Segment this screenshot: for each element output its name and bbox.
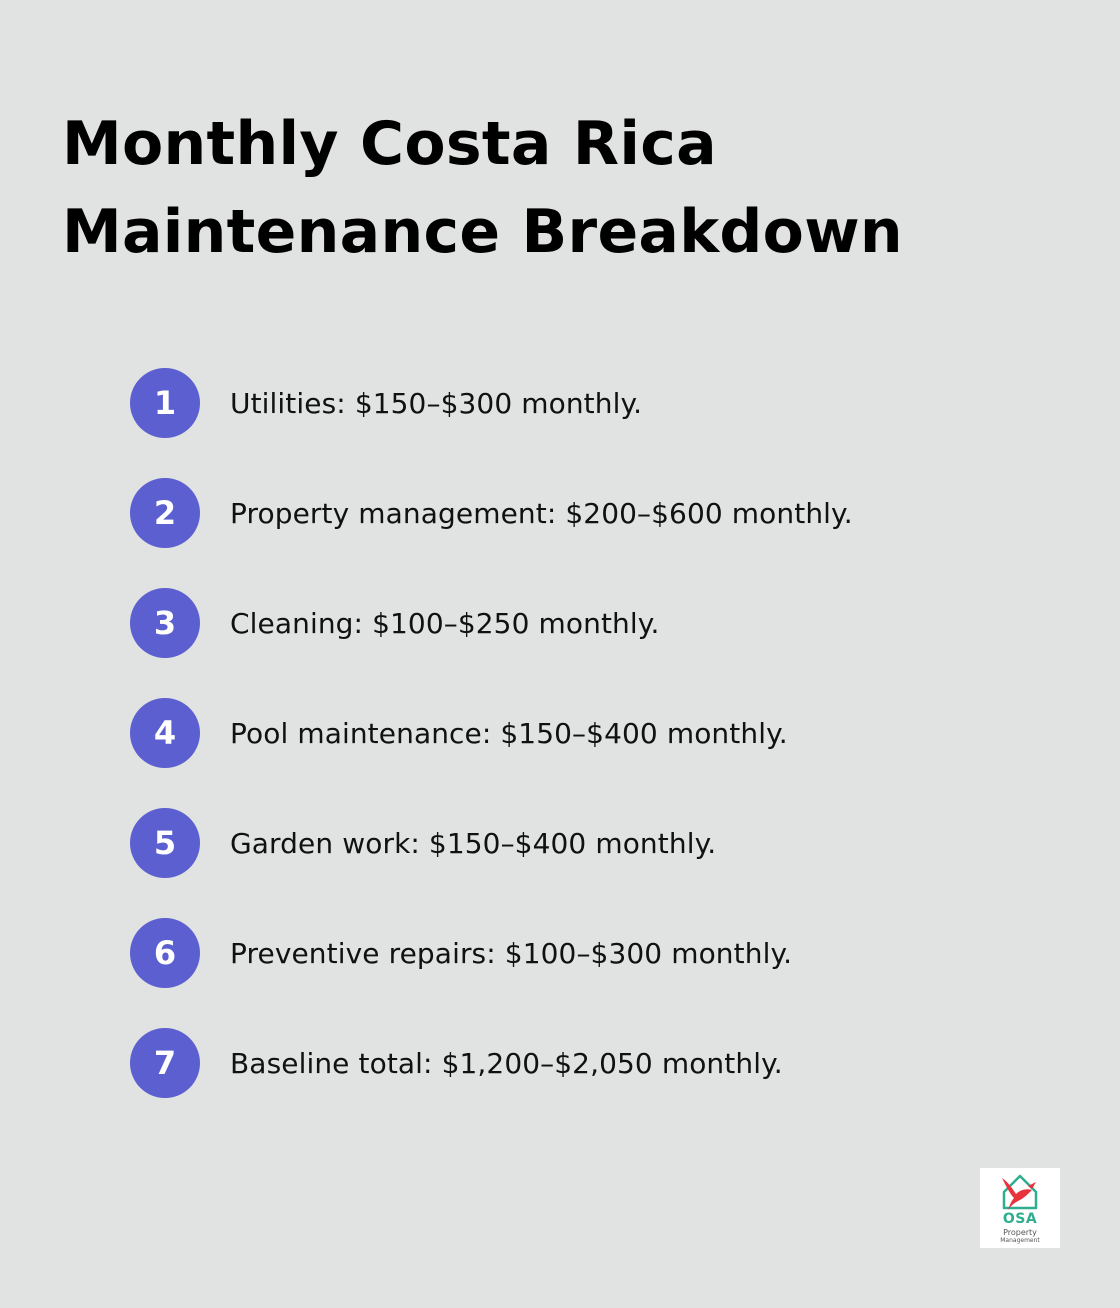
list-item-text: Baseline total: $1,200–$2,050 monthly. bbox=[230, 1046, 783, 1080]
list-item-text: Utilities: $150–$300 monthly. bbox=[230, 386, 643, 420]
list-item-text: Preventive repairs: $100–$300 monthly. bbox=[230, 936, 793, 970]
logo-subtitle-line-2: Management bbox=[1000, 1237, 1040, 1244]
number-badge: 1 bbox=[130, 368, 200, 438]
list-item bbox=[130, 918, 853, 988]
list-item-text: Property management: $200–$600 monthly. bbox=[230, 496, 853, 530]
page-title bbox=[62, 100, 1062, 276]
cost-list bbox=[130, 368, 853, 1138]
number-badge: 4 bbox=[130, 698, 200, 768]
list-item bbox=[130, 478, 853, 548]
list-item-text: Pool maintenance: $150–$400 monthly. bbox=[230, 716, 788, 750]
number-badge: 5 bbox=[130, 808, 200, 878]
page-title-line-1: Monthly Costa Rica bbox=[62, 109, 717, 179]
logo-brand-text: OSA bbox=[1002, 1211, 1038, 1227]
list-item bbox=[130, 808, 853, 878]
list-item-text: Cleaning: $100–$250 monthly. bbox=[230, 606, 660, 640]
list-item bbox=[130, 1028, 853, 1098]
list-item bbox=[130, 588, 853, 658]
logo-subtitle-line-1: Property bbox=[1003, 1228, 1037, 1237]
number-badge: 3 bbox=[130, 588, 200, 658]
list-item bbox=[130, 698, 853, 768]
number-badge: 7 bbox=[130, 1028, 200, 1098]
list-item-text: Garden work: $150–$400 monthly. bbox=[230, 826, 717, 860]
list-item bbox=[130, 368, 853, 438]
page-title-line-2: Maintenance Breakdown bbox=[62, 197, 903, 267]
number-badge: 2 bbox=[130, 478, 200, 548]
company-logo bbox=[980, 1168, 1060, 1248]
number-badge: 6 bbox=[130, 918, 200, 988]
